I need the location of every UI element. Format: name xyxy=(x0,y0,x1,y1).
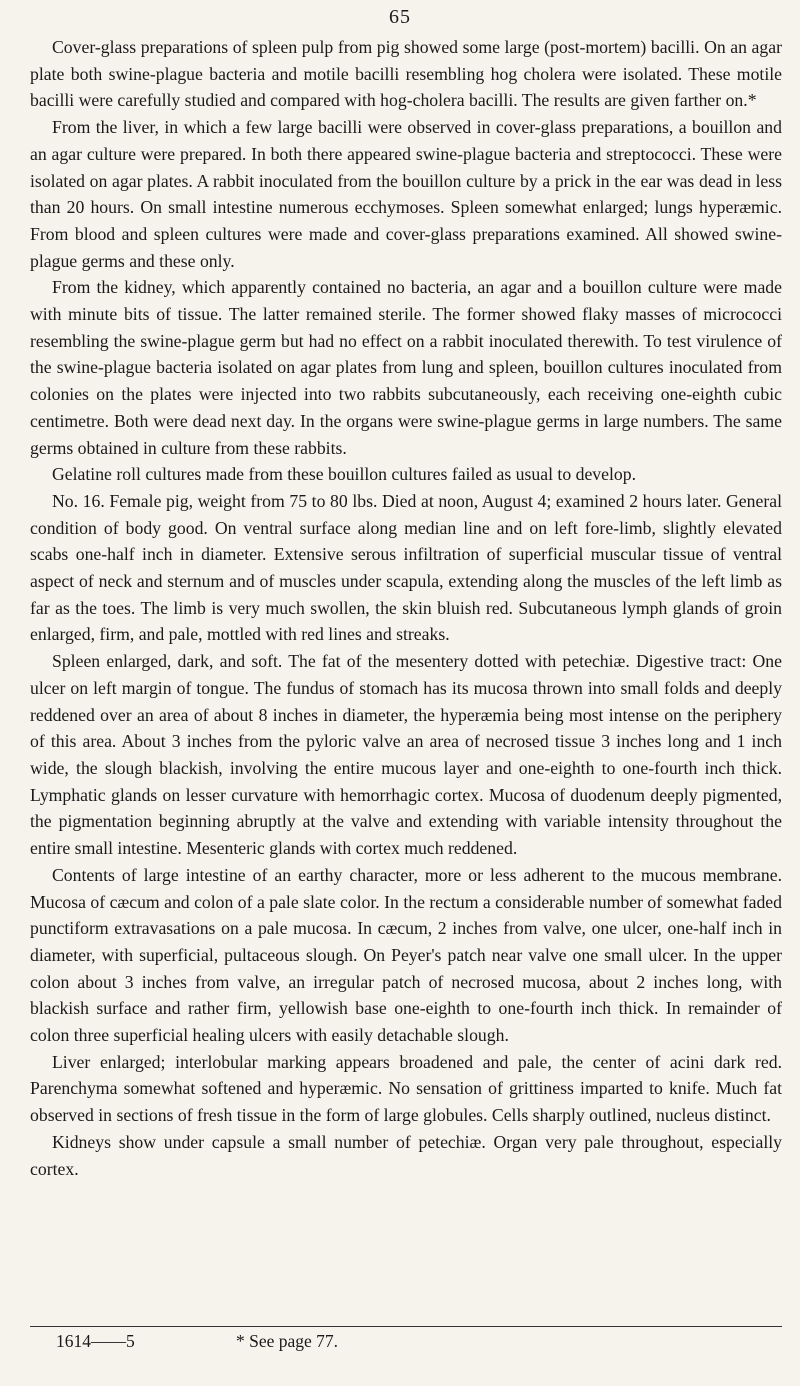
paragraph-gelatine: Gelatine roll cultures made from these bouillon cultures failed as usual to develop. xyxy=(52,464,637,485)
paragraph-case-16: No. 16. Female pig, weight from 75 to 80 lbs. Died at noon, August 4; examined 2 hours later. General condition of body good. On ventral surface along median line and on left fore-limb, slightly elevated scabs one-half inch in diameter. Extensive serous infiltration of superficial muscular tissue of ventral aspect of neck and sternum and of muscles under scapula, extending along the muscles of the left limb as far as the toes. The limb is very much swollen, the skin bluish red. Subcutaneous lymph glands of groin enlarged, firm, and pale, mottled with red lines and streaks. xyxy=(30,490,782,645)
paragraph-liver: From the liver, in which a few large bacilli were observed in cover-glass preparations, a bouillon and an agar culture were prepared. In both there appeared swine-plague bacteria and streptococci. These were isolated on agar plates. A rabbit inoculated from the bouillon culture by a prick in the ear was dead in less than 20 hours. On small intestine numerous ecchymoses. Spleen somewhat enlarged; lungs hyperæmic. From blood and spleen cultures were made and cover-glass preparations examined. All showed swine-plague germs and these only. xyxy=(30,117,782,271)
footer-rule xyxy=(30,1326,782,1327)
page-number: 65 xyxy=(389,6,411,28)
printer-signature: 1614——5 xyxy=(56,1331,135,1351)
paragraph-cover-glass: Cover-glass preparations of spleen pulp from pig showed some large (post-mortem) bacilli. On an agar plate both swine-plague bacteria and motile bacilli resembling hog cholera were isolated. These motile bacilli were carefully studied and compared with hog-cholera bacilli. The results are given farther on.* xyxy=(30,37,782,111)
paragraph-kidney: From the kidney, which apparently contained no bacteria, an agar and a bouillon culture were made with minute bits of tissue. The latter remained sterile. The former showed flaky masses of micrococci resembling the swine-plague germ but had no effect on a rabbit inoculated therewith. To test virulence of the swine-plague bacteria isolated on agar plates from lung and spleen, bouillon cultures inoculated from colonies on the plates were injected into two rabbits subcutaneously, each receiving one-eighth cubic centimetre. Both were dead next day. In the organs were swine-plague germs in large numbers. The same germs obtained in culture from these rabbits. xyxy=(30,277,782,458)
footnote: * See page 77. xyxy=(236,1331,339,1351)
body-text xyxy=(30,34,782,1182)
paragraph-spleen: Spleen enlarged, dark, and soft. The fat of the mesentery dotted with petechiæ. Digestive tract: One ulcer on left margin of tongue. The fundus of stomach has its mucosa thrown into small folds and deeply reddened over an area of about 8 inches in diameter, the hyperæmia being most intense on the periphery of this area. About 3 inches from the pyloric valve an area of necrosed tissue 3 inches long and 1 inch wide, the slough blackish, involving the entire mucous layer and one-eighth to one-fourth inch thick. Lymphatic glands on lesser curvature with hemorrhagic cortex. Mucosa of duodenum deeply pigmented, the pigmentation beginning abruptly at the valve and extending with variable intensity throughout the entire small intestine. Mesenteric glands with cortex much reddened. xyxy=(30,651,782,859)
paragraph-kidneys: Kidneys show under capsule a small number of petechiæ. Organ very pale throughout, especially cortex. xyxy=(30,1131,782,1179)
paragraph-large-intestine: Contents of large intestine of an earthy character, more or less adherent to the mucous membrane. Mucosa of cæcum and colon of a pale slate color. In the rectum a considerable number of somewhat faded punctiform extravasations on a pale mucosa. In cæcum, 2 inches from valve, one ulcer, one-half inch in diameter, with superficial, pultaceous slough. On Peyer's patch near valve one small ulcer. In the upper colon about 3 inches from valve, an irregular patch of necrosed mucosa, about 2 inches long, with blackish surface and rather firm, yellowish base one-eighth to one-fourth inch thick. In remainder of colon three superficial healing ulcers with easily detachable slough. xyxy=(30,864,782,1046)
page-footer xyxy=(30,1331,782,1361)
paragraph-liver-enlarged: Liver enlarged; interlobular marking appears broadened and pale, the center of acini dark red. Parenchyma somewhat softened and hyperæmic. No sensation of grittiness imparted to knife. Much fat observed in sections of fresh tissue in the form of large globules. Cells sharply outlined, nucleus distinct. xyxy=(30,1051,782,1126)
